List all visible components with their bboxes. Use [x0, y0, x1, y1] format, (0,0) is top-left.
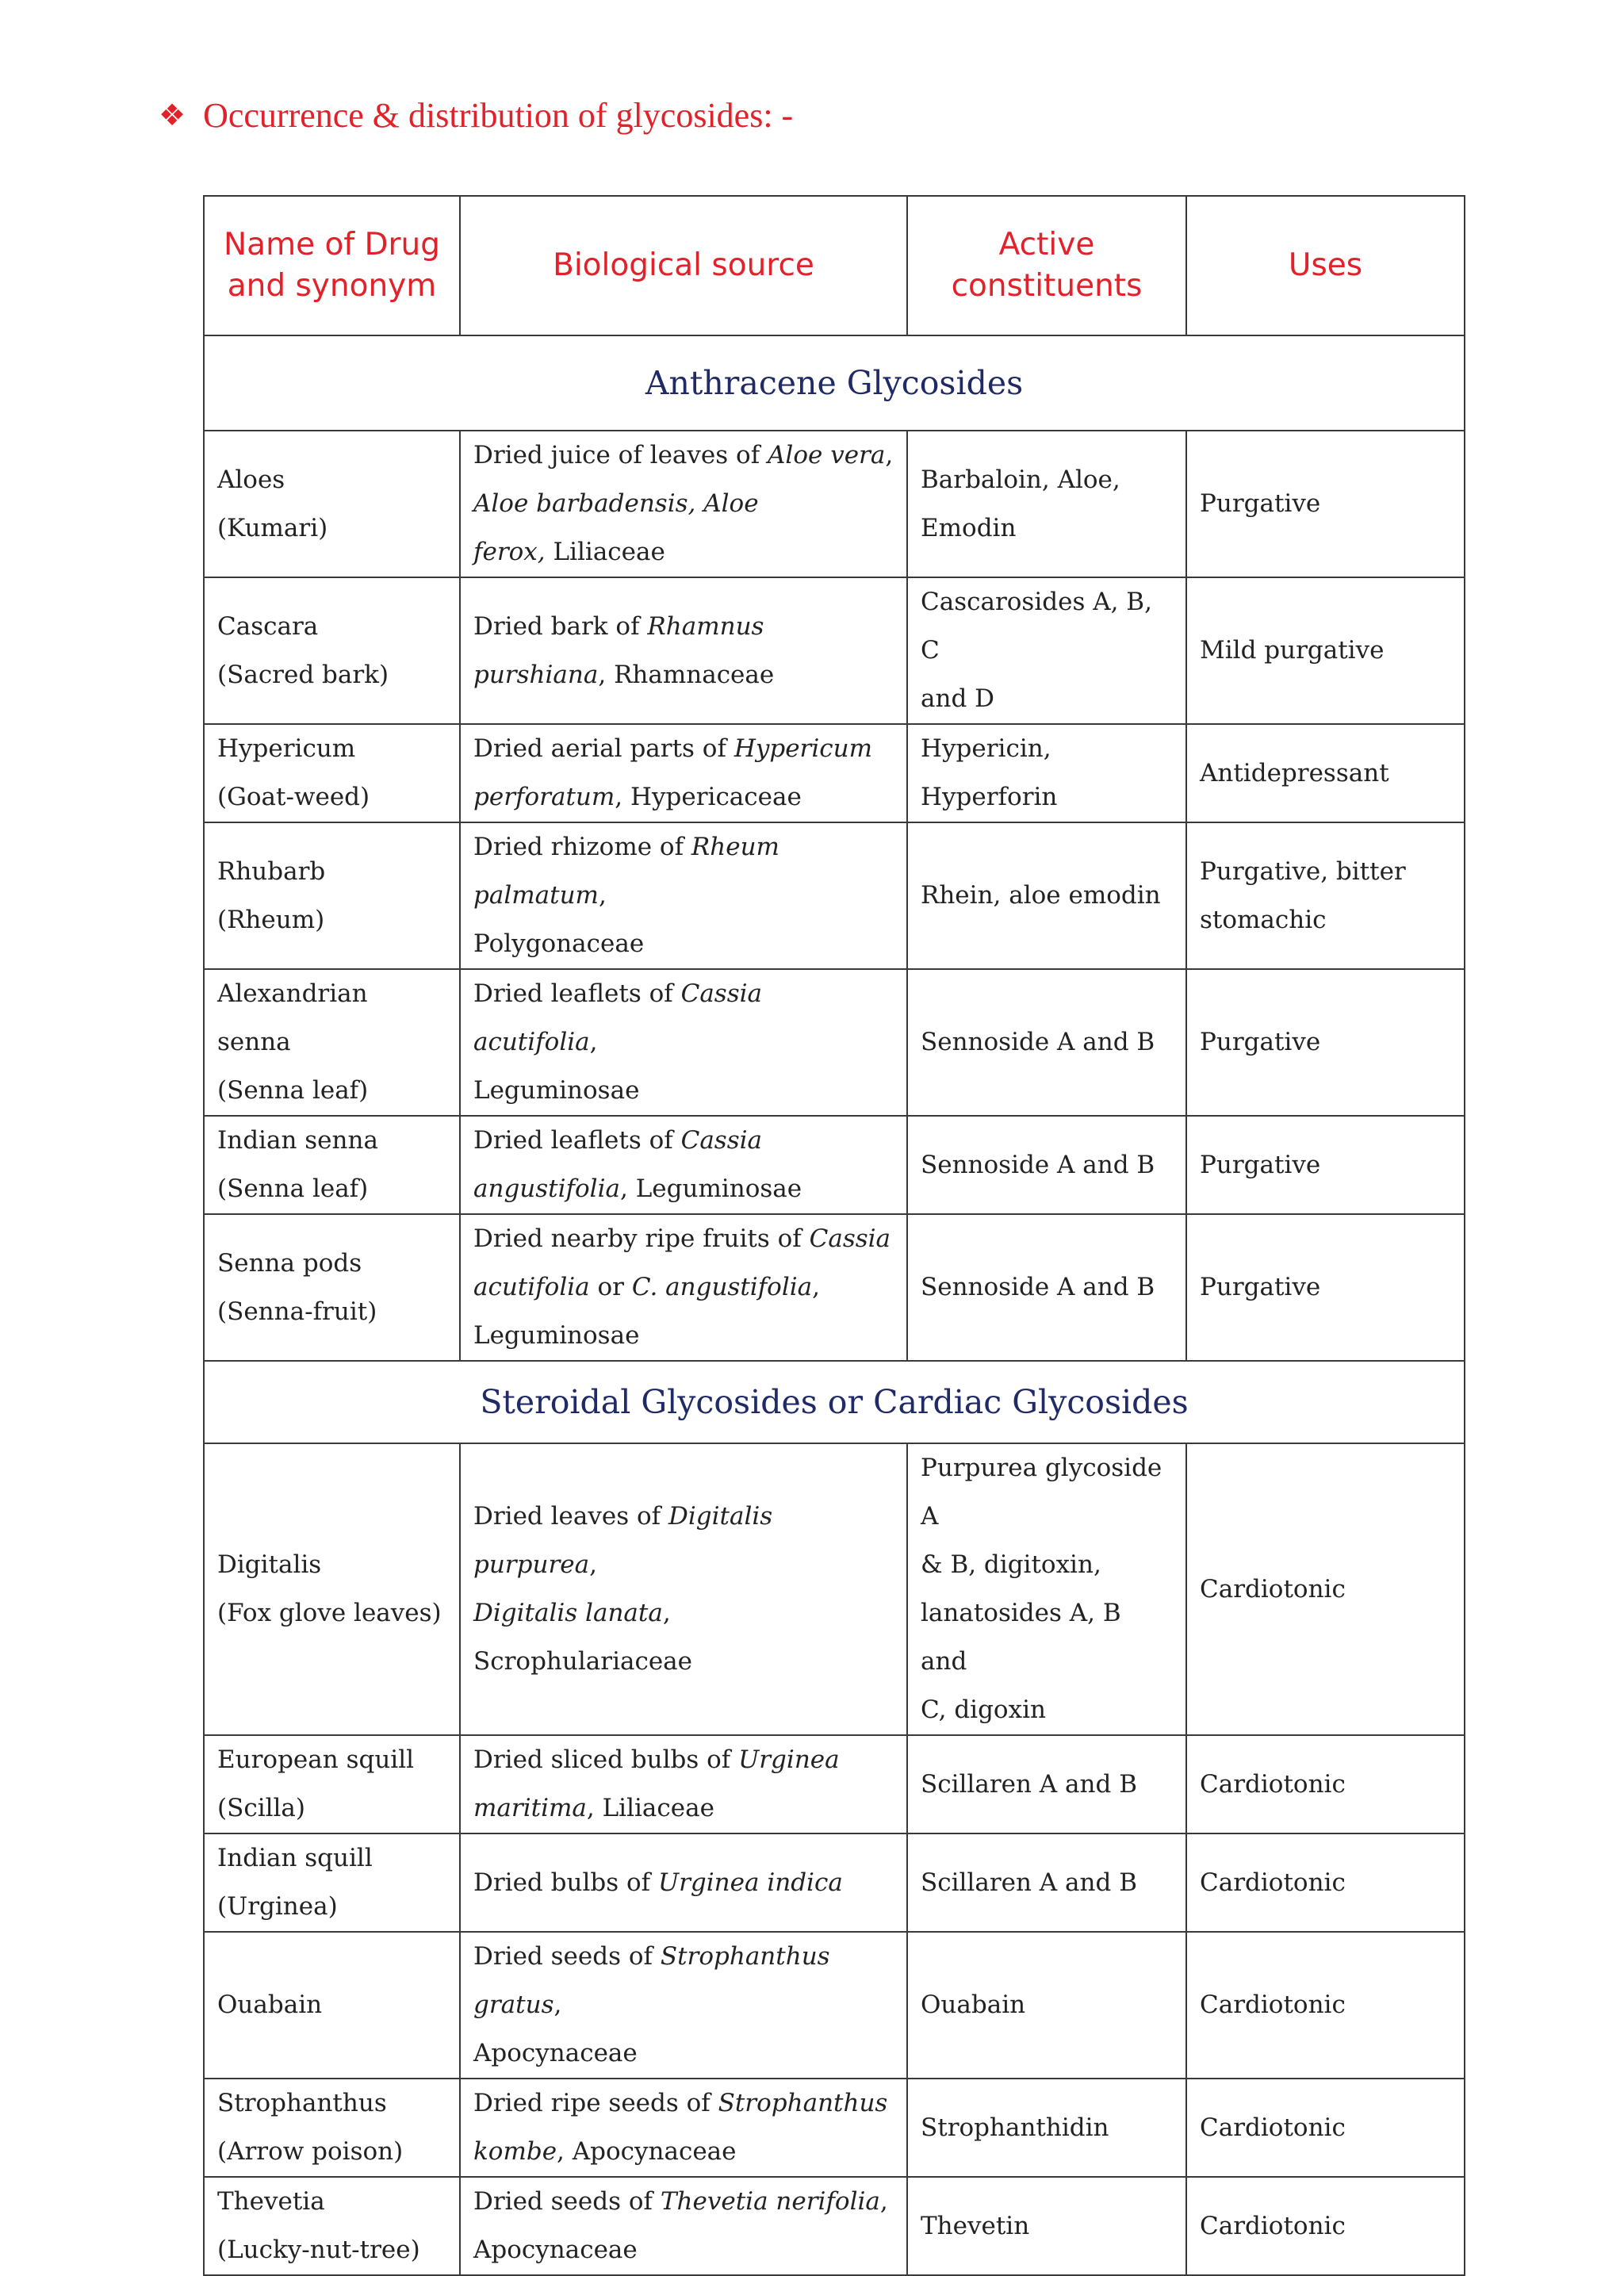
species-name: Cassia acutifolia	[473, 979, 763, 1056]
source-text: Polygonaceae	[473, 929, 645, 958]
species-name: Strophanthus gratus	[473, 1942, 830, 2019]
biological-source-cell	[460, 1735, 907, 1833]
biological-source-cell	[460, 577, 907, 724]
uses-cell	[1186, 1443, 1465, 1735]
source-line	[473, 480, 894, 528]
source-text: ,	[879, 2187, 888, 2216]
table-row	[204, 1833, 1465, 1932]
drug-name: Digitalis	[217, 1550, 322, 1579]
use-line: Cardiotonic	[1200, 2113, 1346, 2142]
constituents-cell	[907, 822, 1186, 969]
species-name: Cassia	[680, 1126, 763, 1155]
source-text: , Liliaceae	[586, 1794, 714, 1822]
species-name: Hypericum	[733, 734, 873, 763]
drug-name-cell	[204, 577, 460, 724]
uses-cell	[1186, 431, 1465, 577]
biological-source-cell	[460, 724, 907, 822]
species-name: acutifolia	[473, 1273, 590, 1301]
drug-name-cell	[204, 1214, 460, 1361]
constituent-line: Hyperforin	[921, 783, 1058, 811]
use-line: Purgative	[1200, 1273, 1321, 1301]
drug-synonym: (Rheum)	[217, 905, 325, 934]
uses-cell	[1186, 969, 1465, 1116]
drug-name: European squill	[217, 1745, 415, 1774]
source-text: Dried leaves of	[473, 1502, 668, 1531]
source-text: Dried ripe seeds of	[473, 2089, 718, 2117]
constituents-cell	[907, 724, 1186, 822]
section-title: Anthracene Glycosides	[204, 335, 1465, 431]
source-line	[473, 1859, 894, 1907]
drug-name-cell	[204, 1735, 460, 1833]
constituent-line: Barbaloin, Aloe,	[921, 465, 1120, 494]
section-row	[204, 1361, 1465, 1443]
species-name: maritima	[473, 1794, 587, 1822]
uses-cell	[1186, 2177, 1465, 2275]
uses-cell	[1186, 724, 1465, 822]
source-line	[473, 1117, 894, 1165]
uses-cell	[1186, 577, 1465, 724]
source-text: ,	[598, 881, 607, 910]
drug-name-cell	[204, 969, 460, 1116]
table-row	[204, 969, 1465, 1116]
header-constituents: Active constituents	[907, 196, 1186, 335]
source-line	[473, 2079, 894, 2128]
drug-name-cell	[204, 431, 460, 577]
use-line: Purgative	[1200, 1150, 1321, 1179]
drug-synonym: (Arrow poison)	[217, 2137, 404, 2166]
source-line	[473, 773, 894, 822]
drug-synonym: (Lucky-nut-tree)	[217, 2236, 420, 2264]
drug-name: Thevetia	[217, 2187, 325, 2216]
table-row	[204, 431, 1465, 577]
biological-source-cell	[460, 2079, 907, 2177]
use-line: Cardiotonic	[1200, 1769, 1346, 1799]
drug-synonym: (Sacred bark)	[217, 660, 389, 689]
source-text: Dried sliced bulbs of	[473, 1745, 739, 1774]
biological-source-cell	[460, 822, 907, 969]
constituent-line: lanatosides A, B and	[921, 1599, 1121, 1676]
table-row	[204, 1932, 1465, 2079]
table-row	[204, 1735, 1465, 1833]
species-name: ferox,	[473, 538, 546, 566]
species-name: Digitalis purpurea	[473, 1502, 773, 1579]
use-line: Antidepressant	[1200, 758, 1389, 787]
biological-source-cell	[460, 1443, 907, 1735]
source-text: ,	[589, 1550, 597, 1579]
constituent-line: Cascarosides A, B, C	[921, 588, 1152, 665]
drug-synonym: (Senna leaf)	[217, 1174, 369, 1203]
species-name: Digitalis lanata	[473, 1599, 663, 1627]
table-row	[204, 2177, 1465, 2275]
constituent-line: Scillaren A and B	[921, 1769, 1137, 1799]
source-text: Dried seeds of	[473, 2187, 661, 2216]
use-line: Cardiotonic	[1200, 1868, 1346, 1897]
constituent-line: Rhein, aloe emodin	[921, 881, 1161, 910]
source-text: ,	[589, 1028, 598, 1056]
species-name: Rhamnus	[647, 611, 764, 641]
source-text: Apocynaceae	[473, 2039, 638, 2067]
source-text: , Hypericaceae	[615, 783, 802, 811]
source-line	[473, 970, 894, 1067]
source-text: Dried seeds of	[473, 1942, 661, 1971]
source-text: , Apocynaceae	[557, 2137, 737, 2166]
species-name: Aloe vera	[768, 441, 886, 469]
uses-cell	[1186, 822, 1465, 969]
table-row	[204, 1443, 1465, 1735]
species-name: angustifolia	[473, 1174, 620, 1203]
drug-name: Aloes	[217, 465, 285, 494]
uses-cell	[1186, 1833, 1465, 1932]
source-text: , Scrophulariaceae	[473, 1599, 693, 1676]
drug-name-cell	[204, 1833, 460, 1932]
table-row	[204, 2079, 1465, 2177]
drug-synonym: (Urginea)	[217, 1892, 338, 1921]
source-text: Leguminosae	[473, 1076, 640, 1105]
drug-name-cell	[204, 822, 460, 969]
biological-source-cell	[460, 969, 907, 1116]
constituent-line: Scillaren A and B	[921, 1868, 1137, 1897]
constituent-line: Strophanthidin	[921, 2113, 1109, 2142]
constituents-cell	[907, 431, 1186, 577]
source-line	[473, 1165, 894, 1213]
drug-name: Ouabain	[217, 1991, 323, 2019]
source-line	[473, 725, 894, 773]
species-name: Urginea indica	[657, 1868, 843, 1897]
use-line: Cardiotonic	[1200, 1574, 1346, 1604]
source-text: Dried juice of leaves of	[473, 441, 768, 469]
source-text: Dried nearby ripe fruits of	[473, 1224, 810, 1253]
source-text: Dried leaflets of	[473, 979, 681, 1008]
drug-name: Strophanthus	[217, 2089, 387, 2117]
header-uses: Uses	[1186, 196, 1465, 335]
biological-source-cell	[460, 1214, 907, 1361]
use-line: Cardiotonic	[1200, 1991, 1346, 2019]
constituents-cell	[907, 969, 1186, 1116]
drug-name: Senna pods	[217, 1248, 362, 1278]
drug-name-cell	[204, 1443, 460, 1735]
uses-cell	[1186, 1116, 1465, 1214]
uses-cell	[1186, 2079, 1465, 2177]
biological-source-cell	[460, 1932, 907, 2079]
constituents-cell	[907, 1833, 1186, 1932]
drug-name: Hypericum	[217, 734, 356, 763]
source-line	[473, 1067, 894, 1115]
source-text: Dried aerial parts of	[473, 734, 734, 763]
species-name: C. angustifolia	[631, 1273, 813, 1301]
source-line	[473, 2029, 894, 2078]
constituent-line: C, digoxin	[921, 1696, 1046, 1724]
source-line	[473, 651, 894, 699]
use-line: stomachic	[1200, 905, 1327, 934]
drug-synonym: (Senna leaf)	[217, 1076, 369, 1105]
source-line	[473, 1736, 894, 1784]
drug-name: Indian squill	[217, 1844, 373, 1872]
source-line	[473, 1263, 894, 1312]
source-line	[473, 823, 894, 920]
source-line	[473, 920, 894, 968]
source-line	[473, 1589, 894, 1686]
uses-cell	[1186, 1932, 1465, 2079]
source-text: Dried bark of	[473, 611, 648, 641]
source-text: ,	[812, 1273, 821, 1301]
source-text: ,	[553, 1991, 562, 2019]
drug-synonym: (Kumari)	[217, 513, 328, 542]
source-line	[473, 1312, 894, 1360]
drug-name: Cascara	[217, 611, 319, 641]
source-text: Leguminosae	[473, 1321, 640, 1350]
drug-name: Rhubarb	[217, 856, 326, 886]
uses-cell	[1186, 1735, 1465, 1833]
drug-name-cell	[204, 2079, 460, 2177]
table-body	[204, 335, 1465, 2275]
constituents-cell	[907, 1214, 1186, 1361]
header-source: Biological source	[460, 196, 907, 335]
source-text: Dried bulbs of	[473, 1868, 658, 1897]
species-name: Aloe barbadensis, Aloe	[473, 489, 759, 518]
table-row	[204, 1116, 1465, 1214]
species-name: perforatum	[473, 783, 615, 811]
drug-synonym: (Goat-weed)	[217, 783, 370, 811]
constituents-cell	[907, 2177, 1186, 2275]
use-line: Purgative	[1200, 489, 1321, 518]
constituent-line: Ouabain	[921, 1991, 1026, 2019]
source-text: or	[589, 1273, 632, 1301]
constituents-cell	[907, 1443, 1186, 1735]
constituent-line: Sennoside A and B	[921, 1028, 1155, 1056]
constituents-cell	[907, 2079, 1186, 2177]
source-text: Dried rhizome of	[473, 833, 691, 861]
species-name: Strophanthus	[718, 2089, 888, 2117]
glycosides-table	[203, 195, 1465, 2276]
source-text: ,	[885, 441, 894, 469]
species-name: Cassia	[809, 1224, 891, 1253]
constituents-cell	[907, 1116, 1186, 1214]
use-line: Purgative, bitter	[1200, 856, 1406, 886]
section-row	[204, 335, 1465, 431]
constituent-line: Thevetin	[921, 2211, 1030, 2240]
drug-name-cell	[204, 1116, 460, 1214]
biological-source-cell	[460, 431, 907, 577]
page-title	[159, 95, 793, 136]
species-name: kombe	[473, 2137, 557, 2166]
constituent-line: Sennoside A and B	[921, 1273, 1155, 1301]
constituent-line: Hypericin,	[921, 734, 1051, 763]
source-text: , Leguminosae	[620, 1174, 802, 1203]
source-text: Apocynaceae	[473, 2236, 638, 2264]
drug-synonym: (Senna-fruit)	[217, 1297, 377, 1326]
source-line	[473, 1215, 894, 1263]
drug-name: Alexandrian senna	[217, 979, 368, 1056]
source-line	[473, 603, 894, 651]
constituent-line: & B, digitoxin,	[921, 1550, 1101, 1579]
source-line	[473, 1492, 894, 1589]
diamond-bullet-icon: ❖	[159, 98, 186, 132]
page-title-text: Occurrence & distribution of glycosides: -	[203, 96, 794, 135]
source-line	[473, 1933, 894, 2029]
use-line: Cardiotonic	[1200, 2211, 1346, 2240]
source-text: Liliaceae	[545, 538, 665, 566]
constituent-line: Emodin	[921, 513, 1017, 542]
drug-name-cell	[204, 724, 460, 822]
drug-synonym: (Fox glove leaves)	[217, 1599, 442, 1627]
use-line: Mild purgative	[1200, 636, 1385, 665]
constituents-cell	[907, 1932, 1186, 2079]
source-line	[473, 1784, 894, 1833]
use-line: Purgative	[1200, 1028, 1321, 1056]
section-title: Steroidal Glycosides or Cardiac Glycosides	[204, 1361, 1465, 1443]
species-name: Rheum palmatum	[473, 833, 779, 910]
constituents-cell	[907, 577, 1186, 724]
drug-name: Indian senna	[217, 1126, 378, 1155]
constituent-line: and D	[921, 684, 994, 713]
table-row	[204, 577, 1465, 724]
biological-source-cell	[460, 1116, 907, 1214]
table-row	[204, 822, 1465, 969]
source-text: , Rhamnaceae	[598, 660, 775, 689]
drug-name-cell	[204, 2177, 460, 2275]
table-row	[204, 1214, 1465, 1361]
table-header-row	[204, 196, 1465, 335]
constituent-line: Purpurea glycoside A	[921, 1454, 1162, 1531]
species-name: purshiana	[473, 660, 599, 689]
source-line	[473, 528, 894, 577]
species-name: Urginea	[738, 1745, 840, 1774]
biological-source-cell	[460, 2177, 907, 2275]
constituent-line: Sennoside A and B	[921, 1150, 1155, 1179]
source-line	[473, 431, 894, 480]
header-name: Name of Drug and synonym	[204, 196, 460, 335]
uses-cell	[1186, 1214, 1465, 1361]
source-line	[473, 2178, 894, 2226]
source-line	[473, 2226, 894, 2274]
biological-source-cell	[460, 1833, 907, 1932]
source-text: Dried leaflets of	[473, 1126, 681, 1155]
table-row	[204, 724, 1465, 822]
constituents-cell	[907, 1735, 1186, 1833]
species-name: Thevetia nerifolia	[660, 2187, 880, 2216]
drug-name-cell	[204, 1932, 460, 2079]
drug-synonym: (Scilla)	[217, 1794, 306, 1822]
source-line	[473, 2128, 894, 2176]
